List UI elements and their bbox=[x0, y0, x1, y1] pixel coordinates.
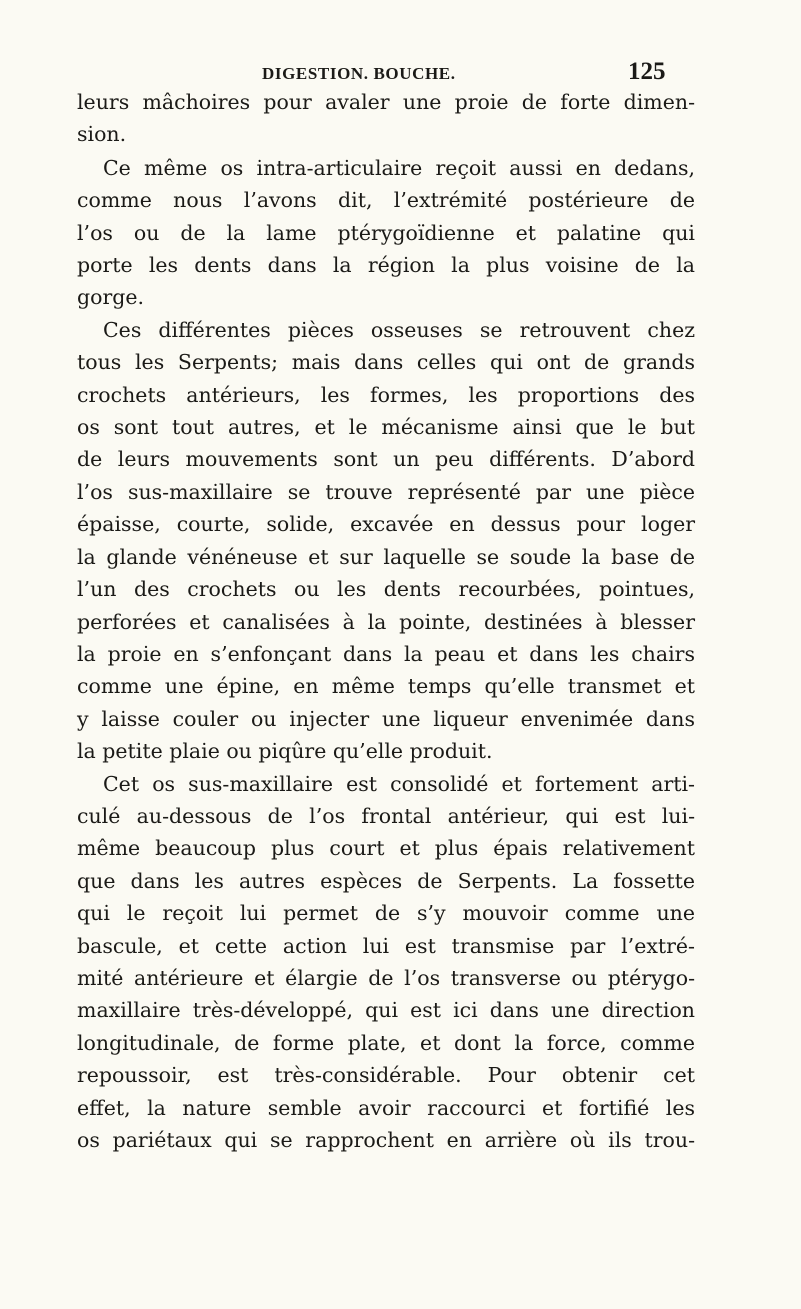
text-line: Cet os sus-maxillaire est consolidé et fortement arti- bbox=[103, 772, 695, 796]
text-line: maxillaire très-développé, qui est ici dans une direction bbox=[77, 998, 695, 1022]
text-line: repoussoir, est très-considérable. Pour obtenir cet bbox=[77, 1063, 695, 1087]
text-line: la proie en s’enfonçant dans la peau et dans les chairs bbox=[77, 642, 695, 666]
text-line: Ce même os intra-articulaire reçoit aussi en dedans, bbox=[103, 156, 695, 180]
text-line: culé au-dessous de l’os frontal antérieur, qui est lui- bbox=[77, 804, 695, 828]
text-line: comme une épine, en même temps qu’elle transmet et bbox=[77, 674, 695, 698]
text-line: l’os sus-maxillaire se trouve représenté par une pièce bbox=[77, 480, 695, 504]
text-line: gorge. bbox=[77, 285, 145, 309]
text-line: os pariétaux qui se rapprochent en arrière où ils trou- bbox=[77, 1128, 695, 1152]
text-line: mité antérieure et élargie de l’os transverse ou ptérygo- bbox=[77, 966, 695, 990]
text-line: effet, la nature semble avoir raccourci et fortifié les bbox=[77, 1096, 695, 1120]
text-line: tous les Serpents; mais dans celles qui ont de grands bbox=[77, 350, 695, 374]
text-line: même beaucoup plus court et plus épais relativement bbox=[77, 836, 695, 860]
text-line: Ces différentes pièces osseuses se retrouvent chez bbox=[103, 318, 695, 342]
text-line: bascule, et cette action lui est transmise par l’extré- bbox=[77, 934, 695, 958]
text-line: comme nous l’avons dit, l’extrémité postérieure de bbox=[77, 188, 695, 212]
text-line: l’un des crochets ou les dents recourbées, pointues, bbox=[77, 577, 695, 601]
text-line: perforées et canalisées à la pointe, destinées à blesser bbox=[77, 610, 695, 634]
text-line: que dans les autres espèces de Serpents. La fossette bbox=[77, 869, 695, 893]
running-title: DIGESTION. BOUCHE. bbox=[262, 64, 456, 83]
text-line: l’os ou de la lame ptérygoïdienne et palatine qui bbox=[77, 221, 695, 245]
text-line: épaisse, courte, solide, excavée en dessus pour loger bbox=[77, 512, 695, 536]
text-line: crochets antérieurs, les formes, les proportions des bbox=[77, 383, 695, 407]
page-number: 125 bbox=[628, 58, 666, 85]
text-line: qui le reçoit lui permet de s’y mouvoir comme une bbox=[77, 901, 695, 925]
text-line: de leurs mouvements sont un peu différents. D’abord bbox=[77, 447, 695, 471]
text-line: os sont tout autres, et le mécanisme ainsi que le but bbox=[77, 415, 695, 439]
text-line: longitudinale, de forme plate, et dont la force, comme bbox=[77, 1031, 695, 1055]
text-line: sion. bbox=[77, 122, 127, 146]
text-line: leurs mâchoires pour avaler une proie de forte dimen- bbox=[77, 90, 695, 114]
text-line: porte les dents dans la région la plus voisine de la bbox=[77, 253, 695, 277]
running-head bbox=[0, 58, 801, 90]
text-line: la petite plaie ou piqûre qu’elle produit. bbox=[77, 739, 493, 763]
text-line: y laisse couler ou injecter une liqueur envenimée dans bbox=[77, 707, 695, 731]
text-line: la glande vénéneuse et sur laquelle se soude la base de bbox=[77, 545, 695, 569]
